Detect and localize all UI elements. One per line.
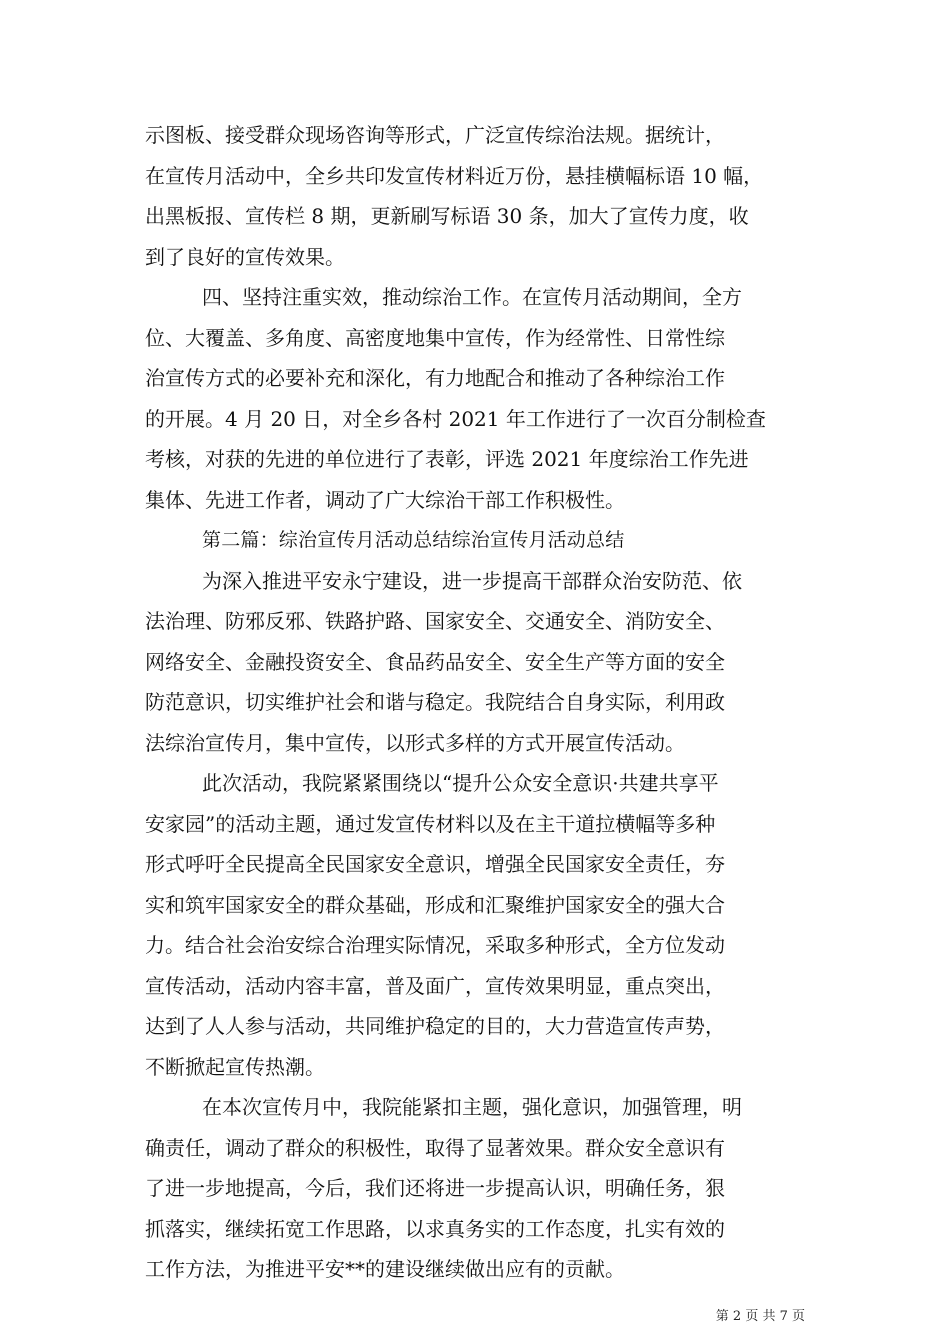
- text-line: 工作方法，为推进平安**的建设继续做出应有的贡献。: [145, 1257, 625, 1281]
- text-line: 不断掀起宣传热潮。: [145, 1054, 325, 1079]
- text-line: 出黑板报、宣传栏 8 期，更新刷写标语 30 条，加大了宣传力度，收: [145, 204, 749, 228]
- text-line: 位、大覆盖、多角度、高密度地集中宣传，作为经常性、日常性综: [145, 325, 725, 350]
- page-number-footer: 第 2 页 共 7 页: [715, 1309, 805, 1324]
- text-line: 防范意识，切实维护社会和谐与稳定。我院结合自身实际，利用政: [145, 690, 725, 714]
- text-line: 法治理、防邪反邪、铁路护路、国家安全、交通安全、消防安全、: [145, 609, 725, 633]
- section-heading: 第二篇：综治宣传月活动总结综治宣传月活动总结: [202, 529, 625, 551]
- text-line: 考核，对获的先进的单位进行了表彰，评选 2021 年度综治工作先进: [145, 447, 749, 471]
- text-line: 网络安全、金融投资安全、食品药品安全、安全生产等方面的安全: [145, 649, 725, 674]
- text-line: 法综治宣传月，集中宣传，以形式多样的方式开展宣传活动。: [145, 730, 685, 755]
- text-line: 在宣传月活动中，全乡共印发宣传材料近万份，悬挂横幅标语 10 幅，: [145, 163, 764, 188]
- text-line: 安家园”的活动主题，通过发宣传材料以及在主干道拉横幅等多种: [145, 811, 716, 836]
- text-line: 治宣传方式的必要补充和深化，有力地配合和推动了各种综治工作: [145, 366, 725, 390]
- text-line: 形式呼吁全民提高全民国家安全意识，增强全民国家安全责任，夯: [145, 852, 725, 876]
- text-line: 的开展。4 月 20 日，对全乡各村 2021 年工作进行了一次百分制检查: [145, 406, 766, 431]
- text-line: 宣传活动，活动内容丰富，普及面广，宣传效果明显，重点突出，: [145, 973, 725, 998]
- text-line: 达到了人人参与活动，共同维护稳定的目的，大力营造宣传声势，: [145, 1014, 725, 1038]
- text-line: 力。结合社会治安综合治理实际情况，采取多种形式，全方位发动: [145, 933, 725, 957]
- document-body: [145, 115, 815, 1290]
- paragraph-start-line: 此次活动，我院紧紧围绕以“提升公众安全意识·共建共享平: [202, 771, 719, 795]
- paragraph-start-line: 在本次宣传月中，我院能紧扣主题，强化意识，加强管理，明: [202, 1095, 742, 1119]
- text-line: 实和筑牢国家安全的群众基础，形成和汇聚维护国家安全的强大合: [145, 892, 725, 917]
- text-line: 确责任，调动了群众的积极性，取得了显著效果。群众安全意识有: [145, 1135, 725, 1160]
- text-line: 抓落实，继续拓宽工作思路，以求真务实的工作态度，扎实有效的: [145, 1216, 725, 1241]
- text-line: 示图板、接受群众现场咨询等形式，广泛宣传综治法规。据统计，: [145, 123, 725, 147]
- text-line: 集体、先进工作者，调动了广大综治干部工作积极性。: [145, 487, 625, 512]
- paragraph-start-line: 为深入推进平安永宁建设，进一步提高干部群众治安防范、依: [202, 568, 742, 593]
- paragraph-start-line: 四、坚持注重实效，推动综治工作。在宣传月活动期间，全方: [202, 285, 742, 309]
- text-line: 到了良好的宣传效果。: [145, 244, 345, 269]
- text-line: 了进一步地提高，今后，我们还将进一步提高认识，明确任务，狠: [145, 1176, 725, 1200]
